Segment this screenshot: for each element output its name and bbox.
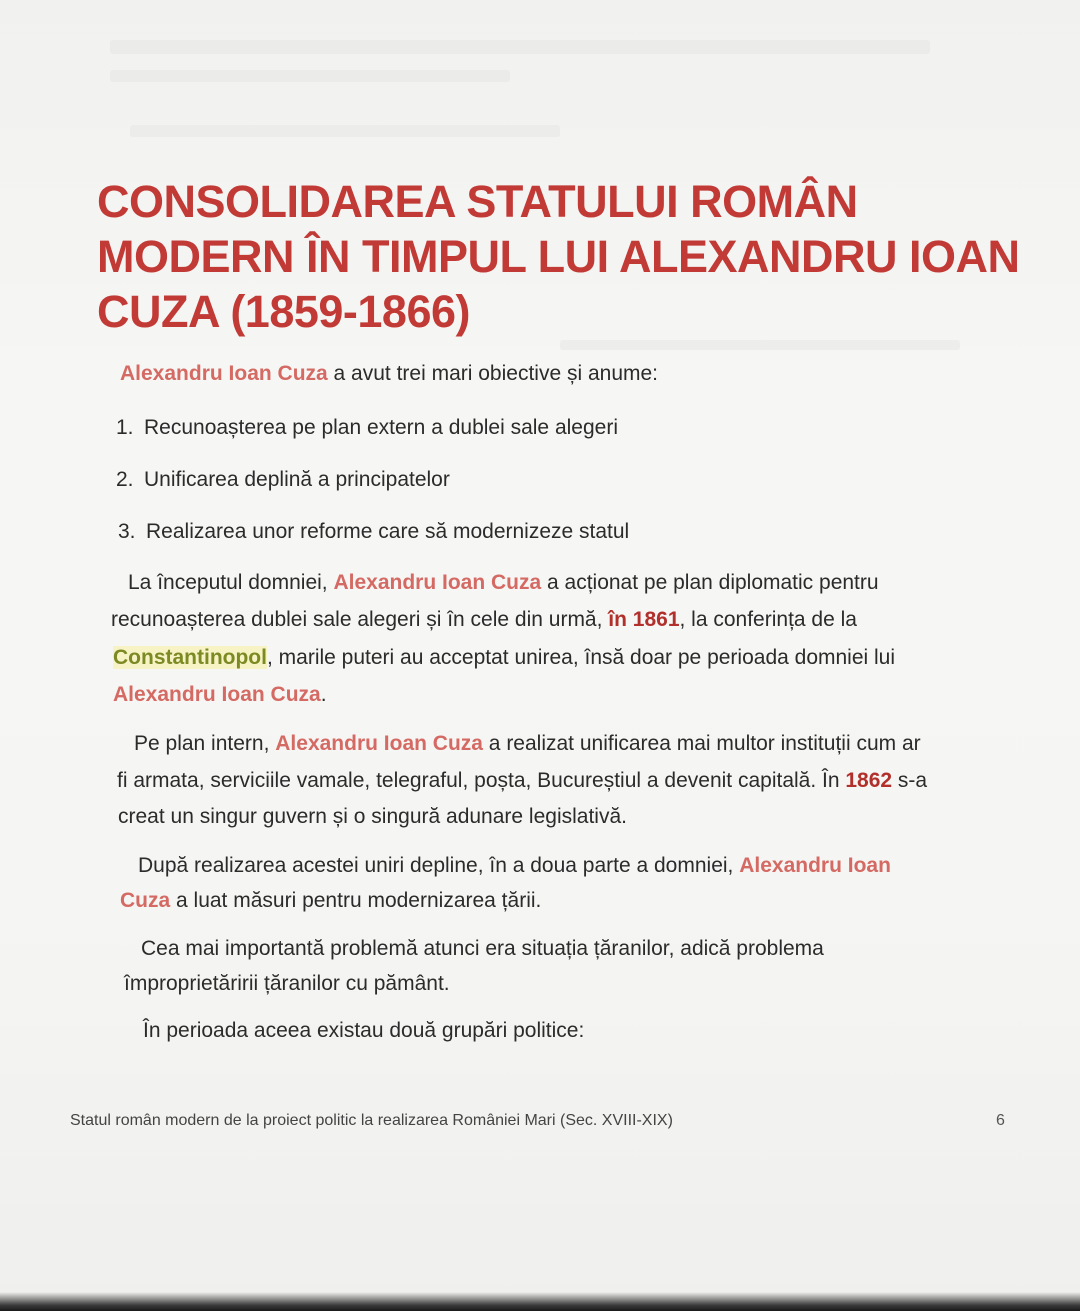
- text-run: La începutul domniei,: [128, 571, 334, 594]
- title-line: CONSOLIDAREA STATULUI ROMÂN: [97, 176, 858, 227]
- paragraph-line: În perioada aceea existau două grupări politice:: [143, 1019, 585, 1042]
- objective-text: Unificarea deplină a principatelor: [144, 468, 450, 491]
- objective-number: 3.: [118, 520, 136, 543]
- paragraph-line: [113, 676, 327, 713]
- objective-item: [116, 409, 618, 446]
- highlight-name: Alexandru Ioan Cuza: [275, 732, 483, 755]
- text-run: s-a: [892, 769, 928, 792]
- highlight-name: Alexandru Ioan Cuza: [333, 571, 542, 594]
- highlight-place: Constantinopol: [113, 646, 267, 669]
- text-run: După realizarea acestei uniri depline, în a doua parte a domniei,: [138, 854, 740, 877]
- paragraph-line: [117, 762, 927, 799]
- paragraph-line: [113, 639, 895, 676]
- objective-item: [116, 461, 450, 498]
- paragraph-line: [111, 601, 857, 638]
- bleed-through: [110, 40, 930, 54]
- objective-item: [118, 513, 629, 550]
- title-line: MODERN ÎN TIMPUL LUI ALEXANDRU IOAN: [97, 231, 1020, 282]
- text-run: a realizat unificarea mai multor instituții cum ar: [482, 732, 921, 755]
- page-footer: Statul român modern de la proiect politic la realizarea României Mari (Sec. XVIII-XIX): [70, 1112, 673, 1129]
- bleed-through: [130, 125, 560, 137]
- highlight-year: 1862: [845, 769, 893, 792]
- paragraph-line: creat un singur guvern și o singură adunare legislativă.: [118, 805, 627, 828]
- paragraph-line: împroprietăririi țăranilor cu pământ.: [124, 972, 450, 995]
- text-run: a acționat pe plan diplomatic pentru: [541, 571, 879, 594]
- page-bottom-edge: [0, 1292, 1080, 1311]
- objective-number: 2.: [116, 468, 134, 491]
- text-run: , marile puteri au acceptat unirea, însă doar pe perioada domniei lui: [266, 646, 896, 669]
- objective-number: 1.: [116, 416, 134, 439]
- page-title: [97, 174, 1020, 339]
- text-run: Pe plan intern,: [134, 732, 276, 755]
- text-run: .: [320, 683, 327, 706]
- paragraph-line: [138, 847, 891, 884]
- bleed-through: [560, 340, 960, 350]
- paragraph-line: [134, 725, 921, 762]
- highlight-year: în 1861: [608, 608, 680, 631]
- text-run: a luat măsuri pentru modernizarea țării.: [170, 889, 542, 912]
- paragraph-line: [120, 882, 541, 919]
- intro-line: [120, 355, 658, 392]
- highlight-name: Alexandru Ioan Cuza: [120, 362, 328, 385]
- page-number: 6: [996, 1112, 1005, 1129]
- text-run: fi armata, serviciile vamale, telegraful, poșta, Bucureștiul a devenit capitală. În: [117, 769, 846, 792]
- objective-text: Recunoașterea pe plan extern a dublei sale alegeri: [144, 416, 618, 439]
- paragraph-line: [128, 564, 879, 601]
- highlight-name: Alexandru Ioan Cuza: [113, 683, 321, 706]
- text-run: recunoașterea dublei sale alegeri și în cele din urmă,: [111, 608, 609, 631]
- objective-text: Realizarea unor reforme care să modernizeze statul: [146, 520, 630, 543]
- title-line: CUZA (1859-1866): [97, 286, 470, 337]
- bleed-through: [110, 70, 510, 82]
- paragraph-line: Cea mai importantă problemă atunci era situația țăranilor, adică problema: [141, 937, 824, 960]
- text-run: , la conferința de la: [679, 608, 857, 631]
- highlight-name: Cuza: [120, 889, 171, 912]
- highlight-name: Alexandru Ioan: [739, 854, 891, 877]
- intro-text: a avut trei mari obiective și anume:: [327, 362, 659, 385]
